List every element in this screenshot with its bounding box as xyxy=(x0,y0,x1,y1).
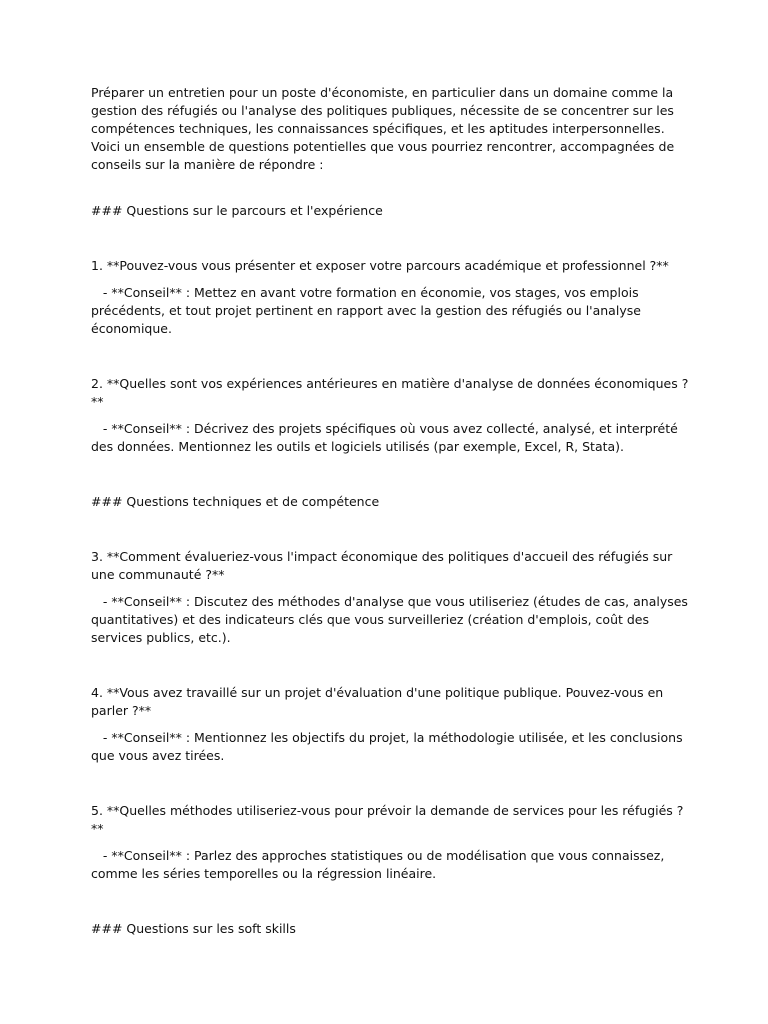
document-page xyxy=(91,84,691,975)
question-title: 1. **Pouvez-vous vous présenter et exposer votre parcours académique et professionnel ?** xyxy=(91,258,669,273)
question-tip: - **Conseil** : Mentionnez les objectifs du projet, la méthodologie utilisée, et les conclusions que vous avez tirées. xyxy=(91,730,687,763)
question-tip: - **Conseil** : Parlez des approches statistiques ou de modélisation que vous connaissez, comme les séries temporelles ou la régression linéaire. xyxy=(91,848,669,881)
question-title: 3. **Comment évalueriez-vous l'impact économique des politiques d'accueil des réfugiés sur une communauté ?** xyxy=(91,549,673,582)
section-heading: ### Questions sur le parcours et l'expérience xyxy=(91,203,383,218)
question-tip: - **Conseil** : Discutez des méthodes d'analyse que vous utiliseriez (études de cas, analyses quantitatives) et des indicateurs clés que vous surveilleriez (création d'emplois, coût des services publics, etc.). xyxy=(91,594,692,645)
question-title: 5. **Quelles méthodes utiliseriez-vous pour prévoir la demande de services pour les réfugiés ?** xyxy=(91,803,684,836)
section-heading: ### Questions sur les soft skills xyxy=(91,921,296,936)
intro-paragraph: Préparer un entretien pour un poste d'économiste, en particulier dans un domaine comme la gestion des réfugiés ou l'analyse des politiques publiques, nécessite de se concentrer sur les compétences techniques, les connaissances spécifiques, et les aptitudes interpersonnelles. Voici un ensemble de questions potentielles que vous pourriez rencontrer, accompagnées de conseils sur la manière de répondre : xyxy=(91,85,675,172)
question-title: 4. **Vous avez travaillé sur un projet d'évaluation d'une politique publique. Pouvez-vous en parler ?** xyxy=(91,685,664,718)
question-tip: - **Conseil** : Décrivez des projets spécifiques où vous avez collecté, analysé, et interprété des données. Mentionnez les outils et logiciels utilisés (par exemple, Excel, R, Stata). xyxy=(91,421,682,454)
question-title: 2. **Quelles sont vos expériences antérieures en matière d'analyse de données économiques ?** xyxy=(91,376,689,409)
section-heading: ### Questions techniques et de compétence xyxy=(91,494,380,509)
question-tip: - **Conseil** : Mettez en avant votre formation en économie, vos stages, vos emplois précédents, et tout projet pertinent en rapport avec la gestion des réfugiés ou l'analyse économique. xyxy=(91,285,645,336)
